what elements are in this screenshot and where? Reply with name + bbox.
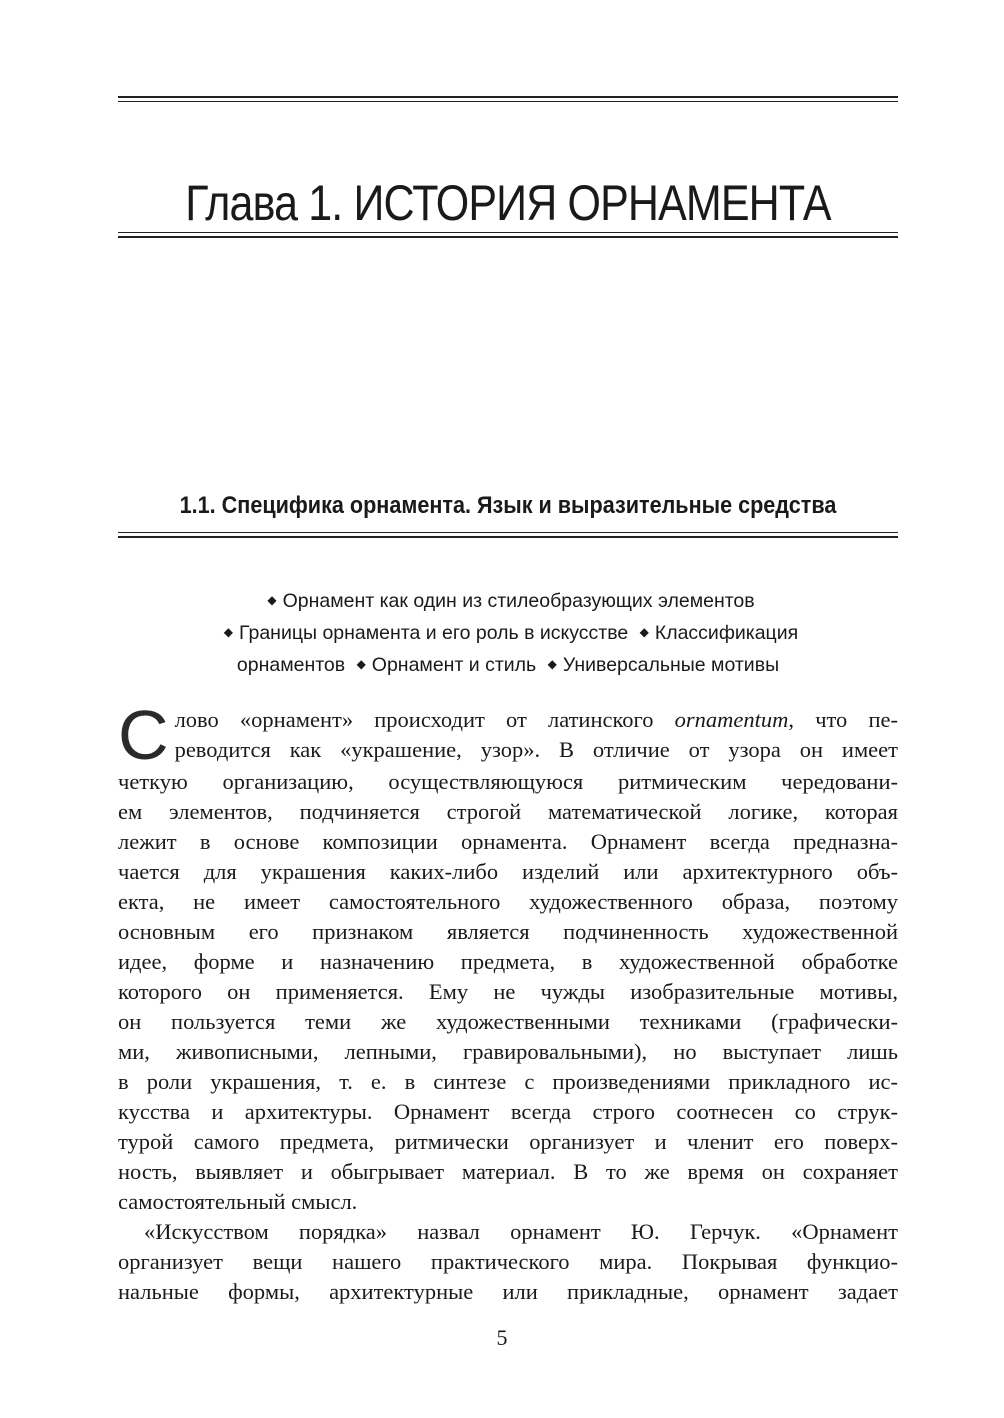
text-line: ми, живописными, лепными, гравировальными), но выступает лишь bbox=[118, 1039, 898, 1064]
chapter-top-rule-2 bbox=[118, 101, 898, 102]
text-line bbox=[118, 705, 898, 735]
diamond-bullet-icon: ◆ bbox=[223, 625, 234, 639]
topic-item: орнаментов bbox=[236, 654, 346, 676]
latin-term: ornamentum bbox=[674, 707, 789, 732]
text-line: ем элементов, подчиняется строгой математической логике, которая bbox=[118, 799, 898, 824]
chapter-bottom-rule-1 bbox=[118, 232, 898, 233]
text-line: «Искусством порядка» назвал орнамент Ю. Герчук. «Орнамент bbox=[144, 1219, 898, 1244]
diamond-bullet-icon: ◆ bbox=[267, 593, 277, 607]
chapter-top-rule-1 bbox=[118, 96, 898, 98]
drop-cap: С bbox=[118, 696, 169, 774]
text-line: екта, не имеет самостоятельного художественного образа, поэтому bbox=[118, 889, 898, 914]
topic-item: Классификация bbox=[654, 622, 799, 644]
diamond-bullet-icon: ◆ bbox=[356, 657, 366, 671]
text-run: лово «орнамент» происходит от латинского bbox=[174, 707, 675, 732]
topics-line-2 bbox=[140, 618, 876, 650]
section-title: 1.1. Специфика орнамента. Язык и выразительные средства bbox=[179, 492, 837, 519]
text-line: в роли украшения, т. е. в синтезе с произведениями прикладного ис- bbox=[118, 1069, 898, 1094]
paragraph-2 bbox=[118, 1217, 898, 1307]
text-line: организует вещи нашего практического мира. Покрывая функцио- bbox=[118, 1249, 898, 1274]
section-rule-1 bbox=[118, 532, 898, 533]
text-line: лежит в основе композиции орнамента. Орнамент всегда предназна- bbox=[118, 829, 898, 854]
paragraph-1 bbox=[118, 696, 898, 1217]
text-line: турой самого предмета, ритмически организует и членит его поверх- bbox=[118, 1129, 898, 1154]
text-run: , что пе- bbox=[788, 707, 898, 732]
topics-list bbox=[140, 586, 876, 682]
text-line: основным его признаком является подчиненность художественной bbox=[118, 919, 898, 944]
chapter-bottom-rule-2 bbox=[118, 236, 898, 238]
text-line: идее, форме и назначению предмета, в художественной обработке bbox=[118, 949, 898, 974]
text-line: чается для украшения каких-либо изделий или архитектурного объ- bbox=[118, 859, 898, 884]
diamond-bullet-icon: ◆ bbox=[547, 657, 557, 671]
body-text bbox=[118, 696, 898, 1307]
text-line: он пользуется теми же художественными техниками (графически- bbox=[118, 1009, 898, 1034]
topics-line-1 bbox=[140, 586, 876, 618]
topic-item: Границы орнамента и его роль в искусстве bbox=[239, 622, 629, 644]
page-number: 5 bbox=[496, 1325, 508, 1350]
text-line: реводится как «украшение, узор». В отличие от узора он имеет bbox=[174, 737, 898, 762]
section-rule-2 bbox=[118, 536, 898, 538]
topic-item: Универсальные мотивы bbox=[562, 654, 780, 676]
text-line: четкую организацию, осуществляющуюся ритмическим чередовани- bbox=[118, 769, 898, 794]
diamond-bullet-icon: ◆ bbox=[639, 625, 649, 639]
topic-item: Орнамент как один из стилеобразующих элементов bbox=[282, 590, 755, 612]
topics-line-3 bbox=[140, 650, 876, 682]
chapter-title: Глава 1. ИСТОРИЯ ОРНАМЕНТА bbox=[185, 174, 831, 231]
text-line: самостоятельный смысл. bbox=[118, 1189, 358, 1214]
text-line: которого он применяется. Ему не чужды изобразительные мотивы, bbox=[118, 979, 898, 1004]
topic-item: Орнамент и стиль bbox=[371, 654, 537, 676]
text-line: нальные формы, архитектурные или прикладные, орнамент задает bbox=[118, 1279, 898, 1304]
text-line: кусства и архитектуры. Орнамент всегда строго соотнесен со струк- bbox=[118, 1099, 898, 1124]
text-line: ность, выявляет и обыгрывает материал. В то же время он сохраняет bbox=[118, 1159, 898, 1184]
